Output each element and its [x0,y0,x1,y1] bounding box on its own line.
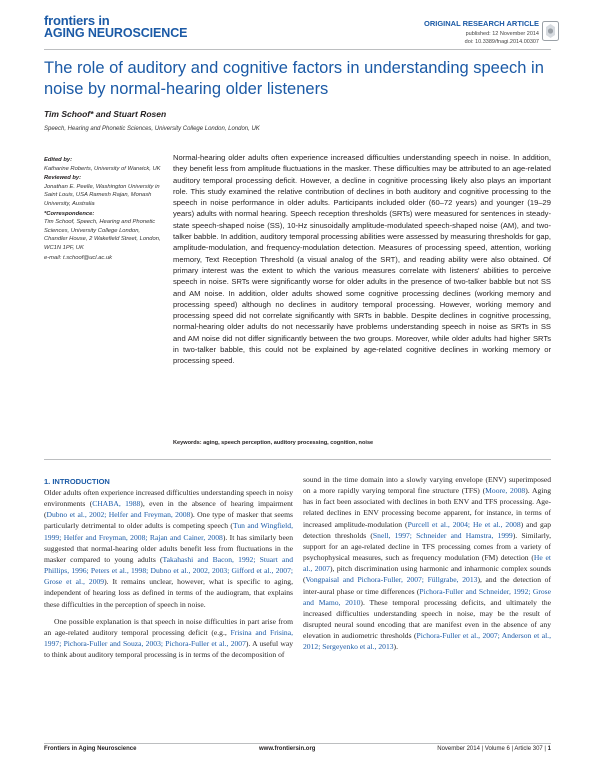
section-heading: 1. INTRODUCTION [44,477,110,486]
footer-issue [437,746,551,752]
intro-paragraph-2-continued: sound in the time domain into a slowly varying envelope (ENV) superimposed on a more rapidly varying temporal fine structure (TFS) (Moore, 2008). Aging has in fact been associated with declines in both ENV and TFS processing. Age-related declines in ENV processing become apparent, for instance, in terms of increased amplitude-modulation (Purcell et al., 2004; He et al., 2008) and gap detection thresholds (Snell, 1997; Schneider and Hamstra, 1999). Similarly, support for an age-related decline in TFS processing comes from a variety of psychophysical measures, such as frequency modulation (FM) detection (He et al., 2007), pitch discrimination using harmonic and inharmonic complex sounds (Vongpaisal and Pichora-Fuller, 2007; Füllgrabe, 2013), and the detection of inter-aural phase or time differences (Pichora-Fuller and Schneider, 1992; Grose and Mamo, 2010). These temporal processing deficits, and ultimately the increased difficulties understanding speech in noise, may be the result of disrupted neural sound encoding that are manifest even in the absence of any elevation in audiometric thresholds (Pichora-Fuller et al., 2007; Anderson et al., 2012; Sergeyenko et al., 2013). [303,475,552,652]
header-divider [44,49,551,50]
citation-link[interactable]: Frisina and Frisina, 1997; Pichora-Fuller and Souza, 2003; Pichora-Fuller et al., 2007 [44,627,293,649]
journal-logo [44,14,244,40]
correspondence-email[interactable]: e-mail: t.schoof@ucl.ac.uk [44,254,113,261]
reviewed-by-label: Reviewed by: [44,175,82,182]
journal-logo-line2: AGING NEUROSCIENCE [44,26,188,40]
citation-link[interactable]: Pichora-Fuller and Schneider, 1992; Grose and Mamo, 2010 [303,586,551,607]
journal-logo-line1: frontiers in [44,13,110,28]
body-column-left [44,487,293,660]
published-date: published: 12 November 2014 [465,31,539,37]
citation-link[interactable]: Pichora-Fuller et al., 2007; Anderson et al., 2012; Sergeyenko et al., 2013 [303,631,551,652]
citation-link[interactable]: CHABA, 1988 [92,499,141,509]
footer-url[interactable]: www.frontiersin.org [259,746,316,752]
page-number: 1 [547,746,551,752]
authors: Tim Schoof* and Stuart Rosen [44,109,167,119]
citation-link[interactable]: Dubno et al., 2002; Helfer and Freyman, 2008 [46,510,191,520]
editorial-sidebar [44,156,164,263]
article-title: The role of auditory and cognitive factors in understanding speech in noise by normal-hearing older listeners [44,59,544,98]
body-column-right [303,474,551,653]
publication-info [465,31,539,46]
article-type: ORIGINAL RESEARCH ARTICLE [423,19,539,28]
footer-journal: Frontiers in Aging Neuroscience [44,746,137,752]
citation-link[interactable]: Snell, 1997; Schneider and Hamstra, 1999 [372,530,513,540]
abstract: Normal-hearing older adults often experience increased difficulties understanding speech in noise. In addition, they benefit less from amplitude fluctuations in the masker. These difficulties may be attributed to an age-related auditory temporal processing deficit. However, a decline in cognitive processing likely also plays an important role. This study examined the relative contribution of declines in both auditory and cognitive processing to the speech in noise performance in older adults. Participants included older (60–72 years) and younger (19–29 years) adults with normal hearing. Speech reception thresholds (SRTs) were measured for sentences in steady-state speech-shaped noise (SS), 10-Hz sinusoidally amplitude-modulated speech-shaped noise (AM), and two-talker babble. In addition, auditory temporal processing abilities were assessed by measuring thresholds for gap, amplitude-modulation, and frequency-modulation detection. Measures of processing speed, attention, working memory, Text Reception Threshold (a visual analog of the SRT), and reading ability were also obtained. Of primary interest was the extent to which the various measures correlate with listeners' abilities to perceive speech in noise. SRTs were significantly worse for older adults in the presence of two-talker babble but not SS and AM noise. In addition, older adults showed some cognitive processing declines (working memory and processing speed) although no declines in auditory temporal processing. However, working memory and processing speed did not correlate significantly with SRTs in babble. Despite declines in cognitive processing, normal-hearing older adults do not necessarily have problems understanding speech in noise as SRTs in SS and AM noise did not differ significantly between the two groups. Moreover, while older adults had higher SRTs in two-talker babble, this could not be explained by age-related cognitive declines in working memory or processing speed. [173,153,551,366]
affiliation: Speech, Hearing and Phonetic Sciences, University College London, London, UK [44,126,260,132]
edited-by-label: Edited by: [44,157,73,163]
edited-by-text: Katharine Roberts, University of Warwick, UK [44,165,161,172]
footer-divider [44,743,551,744]
citation-link[interactable]: Tun and Wingfield, 1999; Helfer and Freyman, 2008; Rajan and Cainer, 2008 [44,521,293,542]
reviewed-by-text: Jonathan E. Peelle, Washington University in Saint Louis, USA Ramesh Rajan, Monash University, Australia [44,183,160,207]
footer-issue-text: November 2014 | Volume 6 | Article 307 | [437,746,546,752]
keywords: Keywords: aging, speech perception, auditory processing, cognition, noise [173,440,374,446]
citation-link[interactable]: He et al., 2007 [303,553,551,574]
correspondence-text: Tim Schoof, Speech, Hearing and Phonetic Sciences, University College London, Chandler House, 2 Wakefield Street, London, WC1N 1PF, UK [44,219,161,251]
correspondence-label: *Correspondence: [44,210,95,217]
intro-paragraph-1: Older adults often experience increased difficulties understanding speech in noisy environments (CHABA, 1988), even in the absence of hearing impairment (Dubno et al., 2002; Helfer and Freyman, 2008). One type of masker that seems particularly detrimental to older adults is competing speech (Tun and Wingfield, 1999; Helfer and Freyman, 2008; Rajan and Cainer, 2008). It has similarly been suggested that normal-hearing older adults benefit less from fluctuations in the masker compared to young adults (Takahashi and Bacon, 1992; Stuart and Phillips, 1996; Peters et al., 1998; Dubno et al., 2002, 2003; Gifford et al., 2007; Grose et al., 2009). It remains unclear, however, what is specific to aging, independent of hearing loss as defined in terms of the audiogram, that explains these difficulties in the perception of speech in noise. [44,488,293,609]
doi: doi: 10.3389/fnagi.2014.00307 [464,38,539,45]
citation-link[interactable]: Moore, 2008 [485,486,526,496]
intro-paragraph-2: One possible explanation is that speech in noise difficulties in part arise from an age-related auditory temporal processing deficit (e.g., Frisina and Frisina, 1997; Pichora-Fuller and Souza, 2003; Pichora-Fuller et al., 2007). A useful way to think about auditory temporal processing is in terms of the decomposition of [44,616,293,660]
citation-link[interactable]: Purcell et al., 2004; He et al., 2008 [407,519,521,529]
crossmark-icon[interactable] [542,21,559,41]
citation-link[interactable]: Takahashi and Bacon, 1992; Stuart and Phillips, 1996; Peters et al., 1998; Dubno et al., 2002, 2003; Gifford et al., 2007; Grose et al., 2009 [44,554,293,587]
citation-link[interactable]: Vongpaisal and Pichora-Fuller, 2007; Füllgrabe, 2013 [305,575,478,585]
abstract-divider [44,459,551,460]
